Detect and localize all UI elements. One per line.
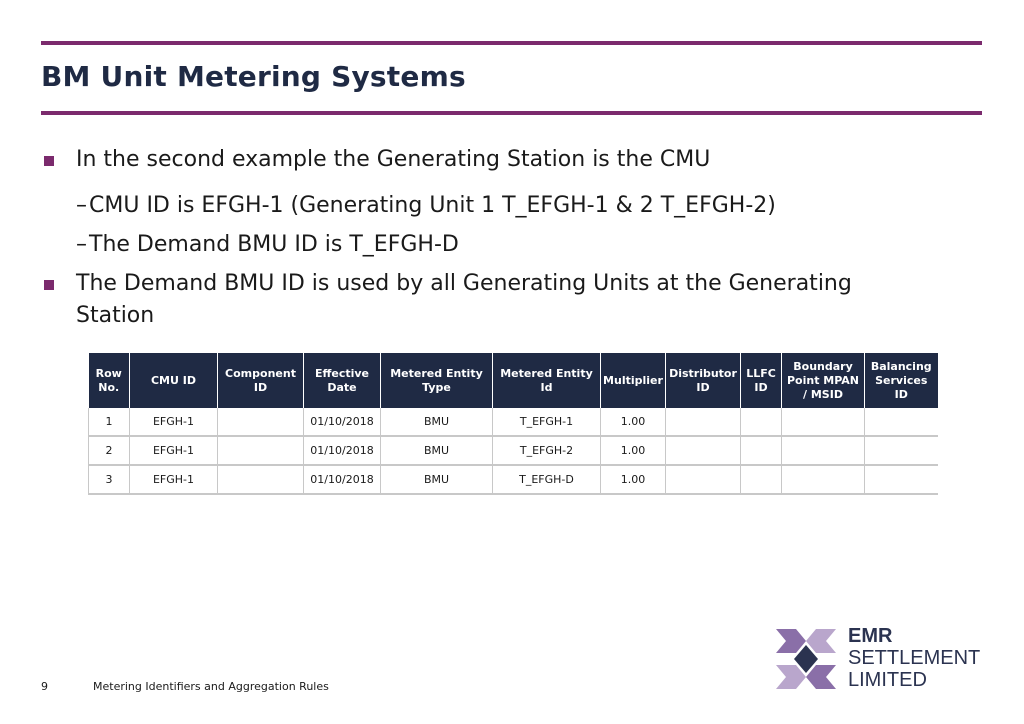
page-title: BM Unit Metering Systems	[41, 60, 466, 93]
col-header-metered-entity-id: Metered Entity Id	[493, 353, 601, 408]
metering-systems-table	[88, 353, 938, 495]
col-header-llfc-id: LLFC ID	[741, 353, 782, 408]
top-divider	[41, 41, 982, 45]
table-cell: 3	[89, 465, 130, 494]
table-cell	[782, 436, 865, 465]
table-cell: BMU	[381, 436, 493, 465]
col-header-effective-date: Effective Date	[304, 353, 381, 408]
emr-logo-icon	[774, 627, 838, 691]
table-cell: 1.00	[601, 436, 666, 465]
logo-line-emr: EMR	[848, 625, 893, 647]
table-cell	[741, 408, 782, 436]
table-cell	[666, 465, 741, 494]
bullet-marker	[44, 280, 54, 290]
col-header-row-no: Row No.	[89, 353, 130, 408]
table-cell: 1	[89, 408, 130, 436]
col-header-metered-entity-type: Metered Entity Type	[381, 353, 493, 408]
table-cell: 01/10/2018	[304, 408, 381, 436]
table-cell: 2	[89, 436, 130, 465]
col-header-component-id: Component ID	[218, 353, 304, 408]
col-header-multiplier: Multiplier	[601, 353, 666, 408]
col-header-boundary-point: Boundary Point MPAN / MSID	[782, 353, 865, 408]
table-cell	[218, 436, 304, 465]
table-cell	[865, 465, 938, 494]
table-row	[89, 408, 938, 436]
table-cell	[741, 436, 782, 465]
table-row	[89, 436, 938, 465]
table-cell	[782, 465, 865, 494]
table-cell	[741, 465, 782, 494]
sub-bullet-text-2: The Demand BMU ID is T_EFGH-D	[89, 232, 459, 257]
table-cell: 01/10/2018	[304, 465, 381, 494]
col-header-balancing-services-id: Balancing Services ID	[865, 353, 938, 408]
table-cell	[218, 465, 304, 494]
bullet-text-2-cont: Station	[76, 303, 155, 328]
table-cell	[666, 408, 741, 436]
sub-bullet-dash: –	[76, 232, 87, 257]
table-row	[89, 465, 938, 494]
table-cell	[218, 408, 304, 436]
bullet-text-1: In the second example the Generating Station is the CMU	[76, 147, 711, 172]
table-cell: BMU	[381, 408, 493, 436]
table-cell	[865, 436, 938, 465]
table-cell: EFGH-1	[130, 436, 218, 465]
table-cell: T_EFGH-1	[493, 408, 601, 436]
sub-bullet-dash: –	[76, 193, 87, 218]
logo-line-settlement: SETTLEMENT	[848, 647, 981, 669]
table-cell: BMU	[381, 465, 493, 494]
table-cell: 1.00	[601, 408, 666, 436]
table-cell: T_EFGH-2	[493, 436, 601, 465]
table-cell: EFGH-1	[130, 465, 218, 494]
sub-bullet-text-1: CMU ID is EFGH-1 (Generating Unit 1 T_EFGH-1 & 2 T_EFGH-2)	[89, 193, 776, 218]
table-cell: 1.00	[601, 465, 666, 494]
title-divider	[41, 111, 982, 115]
col-header-distributor-id: Distributor ID	[666, 353, 741, 408]
table-header-row	[89, 353, 938, 408]
bullet-text-2: The Demand BMU ID is used by all Generating Units at the Generating	[76, 271, 852, 296]
bullet-marker	[44, 156, 54, 166]
table-cell	[782, 408, 865, 436]
table-cell	[865, 408, 938, 436]
table-cell: 01/10/2018	[304, 436, 381, 465]
table-cell	[666, 436, 741, 465]
sub-bullet-1	[76, 190, 776, 222]
sub-bullet-2	[76, 229, 459, 261]
col-header-cmu-id: CMU ID	[130, 353, 218, 408]
table-cell: EFGH-1	[130, 408, 218, 436]
page-number: 9	[41, 680, 48, 693]
logo-line-limited: LIMITED	[848, 669, 927, 691]
emr-logo-text	[848, 625, 980, 691]
footer-title: Metering Identifiers and Aggregation Rules	[93, 680, 329, 693]
table-cell: T_EFGH-D	[493, 465, 601, 494]
